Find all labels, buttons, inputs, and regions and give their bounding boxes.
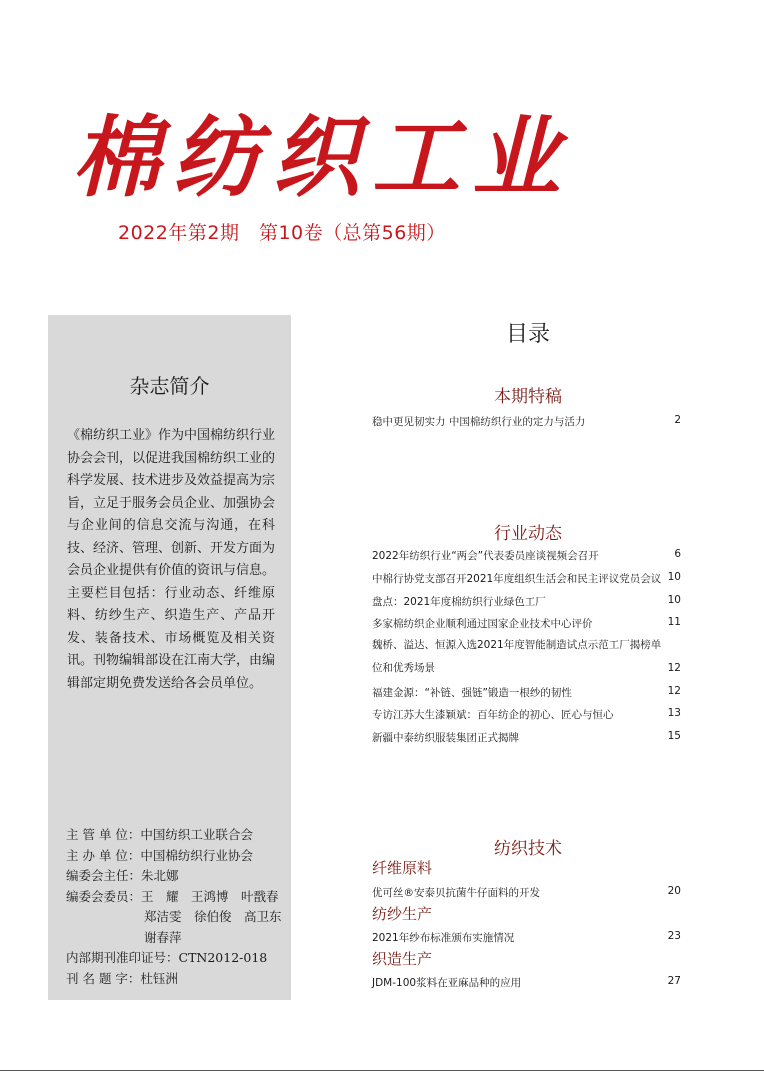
toc-item-page: 10: [667, 571, 681, 583]
toc-item-title: JDM-100浆料在亚麻品种的应用: [372, 977, 522, 989]
toc-item[interactable]: [372, 634, 681, 680]
toc-item-page: 23: [667, 930, 681, 942]
toc-item-title: 专访江苏大生漆颖斌：百年纺企的初心、匠心与恒心: [372, 709, 614, 721]
subsection-heading-weaving: 织造生产: [372, 950, 433, 968]
toc-item[interactable]: [372, 685, 681, 700]
credit-calligraphy: 刊 名 题 字：杜钰洲: [66, 970, 178, 986]
section-heading-feature: 本期特稿: [494, 387, 562, 407]
toc-item[interactable]: [372, 885, 681, 900]
toc-item[interactable]: [372, 975, 681, 990]
bottom-divider: [0, 1070, 764, 1071]
issue-line: 2022年第2期 第10卷（总第56期）: [118, 222, 446, 244]
toc-item-page: 11: [667, 616, 681, 628]
toc-item-title: 魏桥、溢达、恒源入选2021年度智能制造试点示范工厂揭榜单位和优秀场景: [372, 639, 662, 674]
section-heading-news: 行业动态: [494, 524, 562, 544]
credit-members-line3: 谢春萍: [144, 929, 182, 945]
toc-item[interactable]: [372, 594, 681, 609]
toc-item-title: 多家棉纺织企业顺利通过国家企业技术中心评价: [372, 618, 593, 630]
toc-item[interactable]: [372, 707, 681, 722]
toc-item-page: 12: [667, 685, 681, 697]
toc-item-page: 13: [667, 707, 681, 719]
toc-item-title: 2022年纺织行业“两会”代表委员座谈视频会召开: [372, 550, 599, 562]
subsection-heading-fiber: 纤维原料: [372, 859, 433, 877]
credit-label: 主 管 单 位：: [66, 827, 141, 842]
toc-item[interactable]: [372, 730, 681, 745]
credit-permit: 内部期刊准印证号：CTN2012-018: [66, 950, 268, 965]
credit-supervisor: [66, 825, 288, 846]
toc-item-title: 福建金源：“补链、强链”锻造一根纱的韧性: [372, 687, 572, 699]
credit-value: 中国纺织工业联合会: [140, 827, 253, 842]
toc-item-page: 27: [667, 975, 681, 987]
credit-value: 中国棉纺织行业协会: [140, 847, 253, 863]
toc-item[interactable]: [372, 548, 681, 563]
credit-director: [66, 866, 288, 887]
toc-item-page: 2: [674, 414, 681, 426]
intro-panel: [48, 315, 291, 1000]
toc-item-page: 15: [667, 730, 681, 742]
intro-heading: 杂志简介: [129, 374, 210, 398]
intro-body: 《棉纺织工业》作为中国棉纺织行业协会会刊，以促进我国棉纺织工业的科学发展、技术进步及效益提高为宗旨，立足于服务会员企业、加强协会与企业间的信息交流与沟通，在科技、经济、管理、创新、开发方面为会员企业提供有价值的资讯与信息。主要栏目包括：行业动态、纤维原料、纺纱生产、织造生产、产品开发、装备技术、市场概览及相关资讯。刊物编辑部设在江南大学，由编辑部定期免费发送给各会员单位。: [67, 428, 276, 691]
toc-item-page: 12: [667, 662, 681, 674]
toc-item-title: 稳中更见韧实力 中国棉纺织行业的定力与活力: [372, 416, 586, 428]
toc-item-title: 2021年纱布标准颁布实施情况: [372, 932, 515, 944]
toc-item[interactable]: [372, 930, 681, 945]
toc-item[interactable]: [372, 616, 681, 631]
toc-title: 目录: [505, 322, 550, 347]
masthead-title: 棉纺织工业: [72, 105, 572, 209]
credits-block: [66, 825, 288, 989]
masthead-logo: [72, 100, 572, 210]
subsection-heading-spinning: 纺纱生产: [372, 905, 433, 923]
toc-item-title: 优可丝®安泰贝抗菌牛仔面料的开发: [372, 887, 540, 899]
credit-value: 王 耀 王鸿博 叶戬春: [141, 888, 279, 904]
credit-label: 主 办 单 位：: [66, 847, 141, 863]
toc-item-title: 盘点：2021年度棉纺织行业绿色工厂: [372, 596, 546, 608]
toc-item-page: 20: [667, 885, 681, 897]
toc-item-page: 6: [674, 548, 681, 560]
credit-label: 编委会委员：: [66, 888, 142, 904]
credit-sponsor: [66, 846, 288, 867]
toc-item-title: 新疆中泰纺织服装集团正式揭牌: [372, 732, 519, 744]
credit-members-line2: 郑洁雯 徐伯俊 高卫东: [144, 909, 282, 924]
toc-item-title: 中棉行协党支部召开2021年度组织生活会和民主评议党员会议: [372, 573, 662, 585]
toc-item-page: 10: [667, 594, 681, 606]
masthead-calligraphy: [72, 100, 572, 210]
toc-item[interactable]: [372, 571, 681, 586]
section-heading-tech: 纺织技术: [494, 839, 562, 859]
credit-members: [66, 887, 288, 908]
toc-item[interactable]: [372, 414, 681, 429]
credit-label: 编委会主任：: [66, 868, 142, 883]
credit-value: 朱北娜: [141, 868, 179, 883]
